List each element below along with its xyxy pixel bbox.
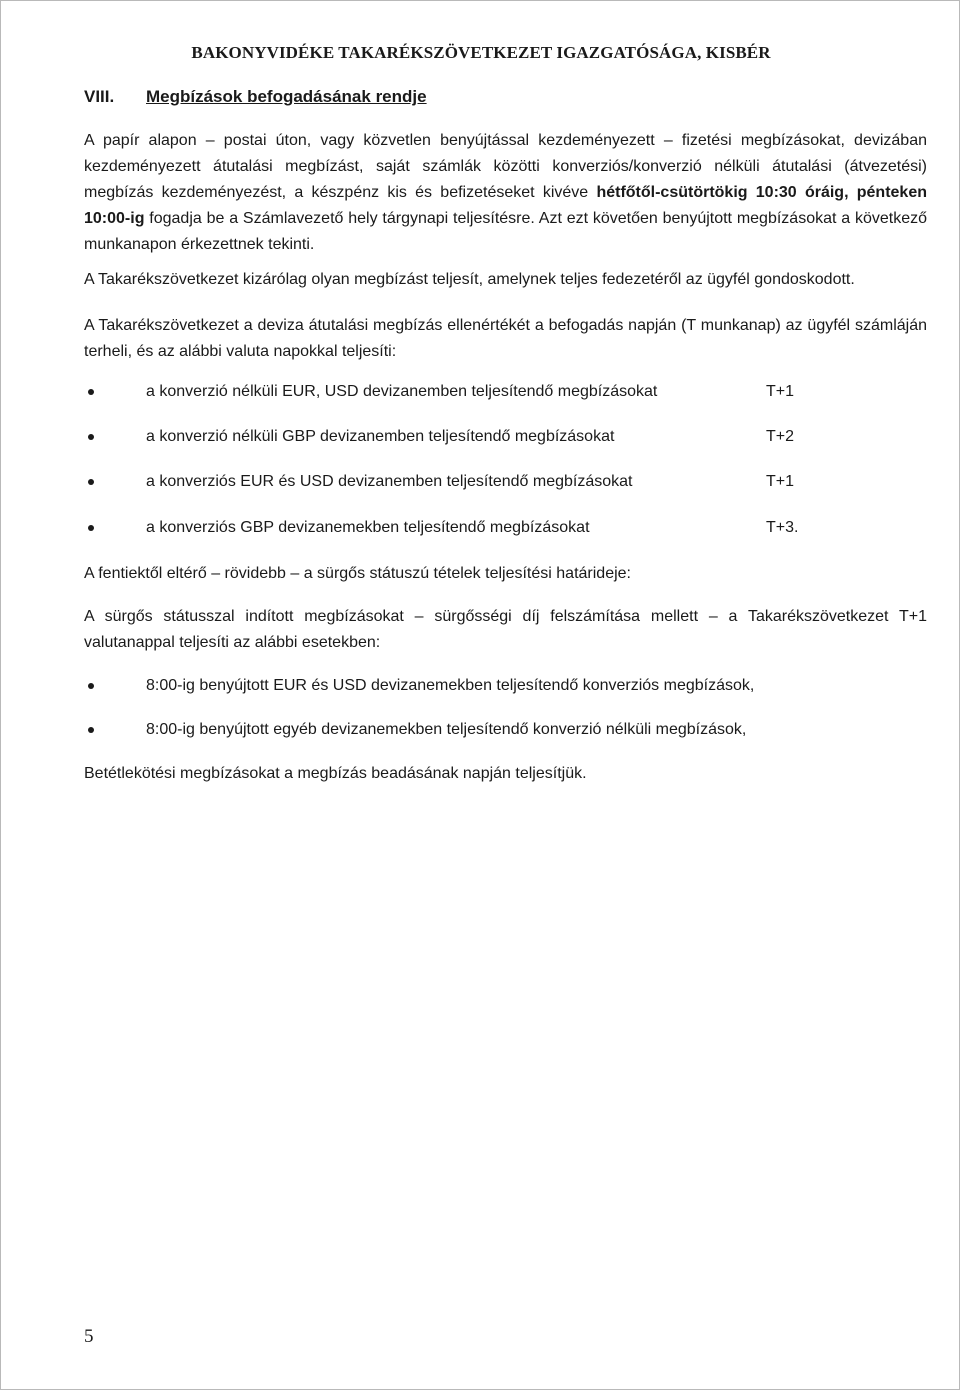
list-item-text: a konverziós EUR és USD devizanemben teljesítendő megbízásokat [146,473,633,490]
list-item-text: a konverzió nélküli GBP devizanemben teljesítendő megbízásokat [146,428,615,445]
paragraph-deposit: Betétlekötési megbízásokat a megbízás beadásának napján teljesítjük. [84,765,587,782]
paragraph-value-dates: A Takarékszövetkezet a deviza átutalási megbízás ellenértékét a befogadás napján (T munkanap) az ügyfél számláján terheli, és az alábbi valuta napokkal teljesíti: [84,317,927,360]
bullet-icon [88,683,94,689]
section-number: VIII. [84,87,115,106]
list-item-text: a konverzió nélküli EUR, USD devizanemben teljesítendő megbízásokat [146,383,658,400]
list-item-text: 8:00-ig benyújtott EUR és USD devizanemekben teljesítendő konverziós megbízások, [146,677,755,694]
document-header [1,43,960,63]
paragraph-urgent-intro: A fentiektől eltérő – rövidebb – a sürgős státuszú tételek teljesítési határideje: [84,565,631,582]
list-item-value: T+1 [766,473,795,490]
list-item [84,424,927,450]
paragraph-coverage: A Takarékszövetkezet kizárólag olyan megbízást teljesít, amelynek teljes fedezetéről az ügyfél gondoskodott. [84,271,855,288]
paragraph-acceptance-hours [84,128,927,258]
list-item [84,379,927,405]
list-item [84,469,927,495]
paragraph-urgent-terms: A sürgős státusszal indított megbízásokat – sürgősségi díj felszámítása mellett – a Takarékszövetkezet T+1 valutanappal teljesíti az alábbi esetekben: [84,608,927,651]
paragraph-text: A papír alapon – postai úton, vagy közvetlen benyújtással kezdeményezett – fizetési megbízásokat, devizában kezdeményezett átutalási megbízást, saját számlák közötti konverziós/konverzió nélküli átutalási (átvezetési) megbízás kezdeményezést, a készpénz kis és befizetéseket kivéve [84,132,927,201]
section-heading [84,87,884,107]
list-item-text: 8:00-ig benyújtott egyéb devizanemekben teljesítendő konverzió nélküli megbízások, [146,721,747,738]
bullet-icon [88,389,94,395]
bullet-icon [88,525,94,531]
list-item [84,515,927,541]
bullet-icon [88,479,94,485]
list-item [84,673,927,699]
deadline-bold-text: hétfőtől-csütörtökig 10:30 óráig, pénteken 10:00-ig [84,184,928,227]
list-item-text: a konverziós GBP devizanemekben teljesítendő megbízásokat [146,519,590,536]
list-item [84,717,927,743]
list-item-value: T+2 [766,428,795,445]
bullet-icon [88,727,94,733]
list-item-value: T+3. [766,519,799,536]
list-item-value: T+1 [766,383,795,400]
page-number: 5 [84,1326,94,1347]
bullet-icon [88,434,94,440]
header-text: BAKONYVIDÉKE TAKARÉKSZÖVETKEZET IGAZGATÓSÁGA, KISBÉR [191,43,771,62]
section-title: Megbízások befogadásának rendje [146,87,427,106]
paragraph-text: fogadja be a Számlavezető hely tárgynapi teljesítésre. Azt ezt követően benyújtott megbízásokat a következő munkanapon érkezettnek tekinti. [84,210,927,253]
